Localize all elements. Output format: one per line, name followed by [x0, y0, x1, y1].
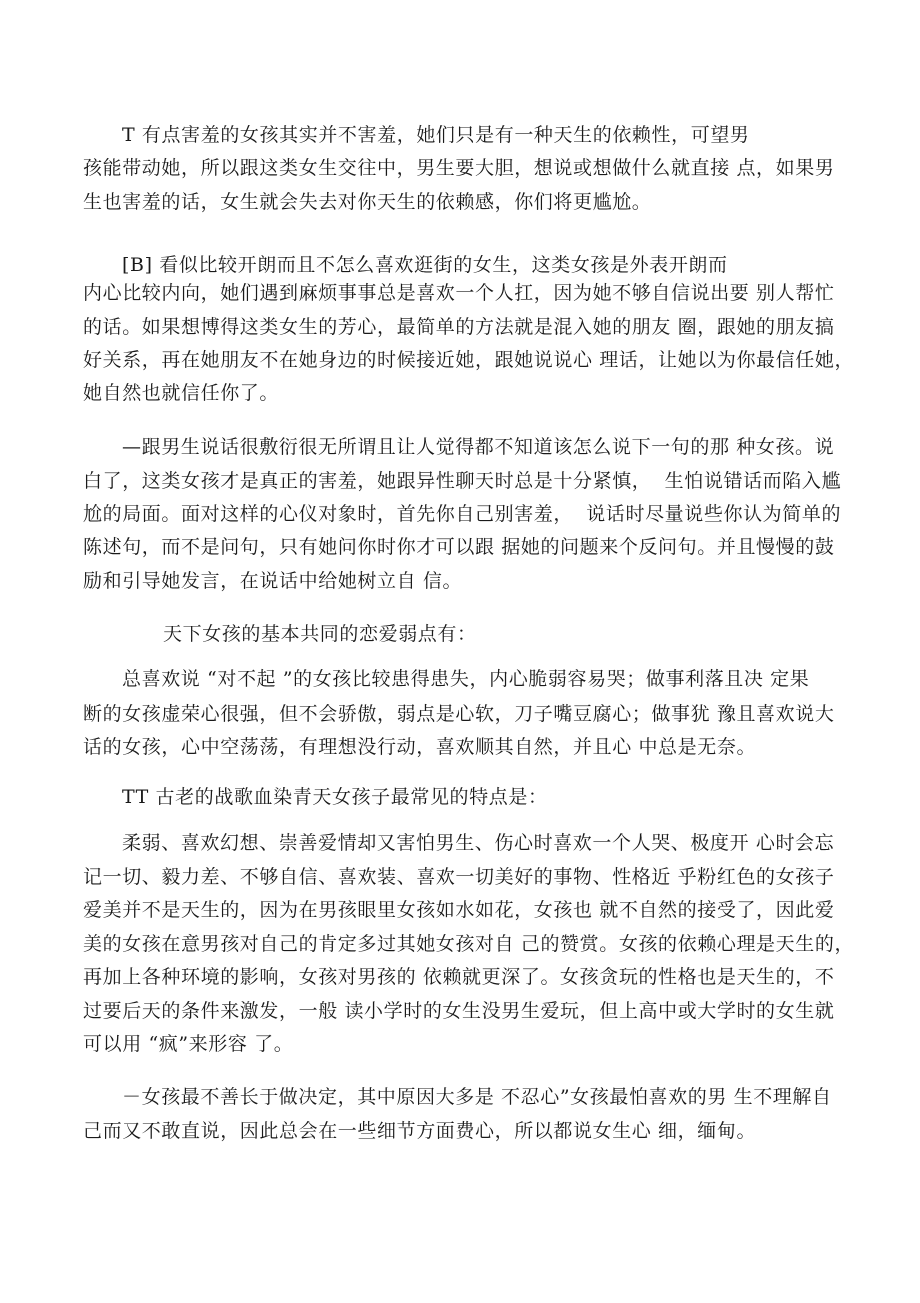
text-line: 的话。如果想博得这类女生的芳心，最简单的方法就是混入她的朋友 圈，跟她的朋友搞 — [83, 316, 835, 338]
text-line: 陈述句，而不是问句，只有她问你时你才可以跟 据她的问题来个反问句。并且慢慢的鼓 — [83, 536, 835, 558]
text-line: 过要后天的条件来激发，一般 读小学时的女生没男生爱玩，但上高中或大学时的女生就 — [83, 1000, 835, 1022]
text-line: 话的女孩，心中空荡荡，有理想没行动，喜欢顺其自然，并且心 中总是无奈。 — [83, 736, 757, 758]
text-line: 天下女孩的基本共同的恋爱弱点有： — [163, 623, 477, 645]
text-line: 再加上各种环境的影响，女孩对男孩的 依赖就更深了。女孩贪玩的性格也是天生的，不 — [83, 966, 835, 988]
text-line: T 有点害羞的女孩其实并不害羞，她们只是有一种天生的依赖性，可望男 — [122, 124, 750, 146]
text-line: 柔弱、喜欢幻想、崇善爱情却又害怕男生、伤心时喜欢一个人哭、极度开 心时会忘 — [122, 832, 835, 854]
text-line: 孩能带动她，所以跟这类女生交往中，男生要大胆，想说或想做什么就直接 点，如果男 — [83, 157, 835, 179]
text-line: 爱美并不是天生的，因为在男孩眼里女孩如水如花，女孩也 就不自然的接受了，因此爱 — [83, 899, 835, 921]
text-line: 好关系，再在她朋友不在她身边的时候接近她，跟她说说心 理话，让她以为你最信任她， — [83, 349, 855, 371]
text-line: [B] 看似比较开朗而且不怎么喜欢逛街的女生，这类女孩是外表开朗而 — [122, 254, 728, 276]
text-line: 己而又不敢直说，因此总会在一些细节方面费心，所以都说女生心 细，缅甸。 — [83, 1120, 757, 1142]
text-line: 尬的局面。面对这样的心仪对象时，首先你自己别害羞， 说话时尽量说些你认为简单的 — [83, 503, 842, 525]
text-line: TT 古老的战歌血染青天女孩子最常见的特点是： — [122, 786, 548, 808]
text-line: 总喜欢说 “对不起 ”的女孩比较患得患失，内心脆弱容易哭；做事利落且决 定果 — [122, 668, 810, 690]
text-line: 可以用 “疯”来形容 了。 — [83, 1033, 294, 1055]
text-line: 白了，这类女孩才是真正的害羞，她跟异性聊天时总是十分紧慎， 生怕说错话而陷入尴 — [83, 470, 842, 492]
text-line: 美的女孩在意男孩对自己的肯定多过其她女孩对自 己的赞赏。女孩的依赖心理是天生的， — [83, 933, 855, 955]
text-line: 断的女孩虚荣心很强，但不会骄傲，弱点是心软，刀子嘴豆腐心；做事犹 豫且喜欢说大 — [83, 703, 835, 725]
text-line: －女孩最不善长于做决定，其中原因大多是 不忍心”女孩最怕喜欢的男 生不理解自 — [122, 1086, 832, 1108]
text-line: 记一切、毅力差、不够自信、喜欢装、喜欢一切美好的事物、性格近 乎粉红色的女孩子 — [83, 866, 835, 888]
text-line: 励和引导她发言，在说话中给她树立自 信。 — [83, 570, 463, 592]
text-line: 内心比较内向，她们遇到麻烦事事总是喜欢一个人扛，因为她不够自信说出要 别人帮忙 — [83, 282, 835, 304]
text-line: 她自然也就信任你了。 — [83, 382, 280, 404]
text-line: 生也害羞的话，女生就会失去对你天生的依赖感，你们将更尴尬。 — [83, 191, 652, 213]
text-line: —跟男生说话很敷衍很无所谓且让人觉得都不知道该怎么说下一句的那 种女孩。说 — [122, 436, 835, 458]
